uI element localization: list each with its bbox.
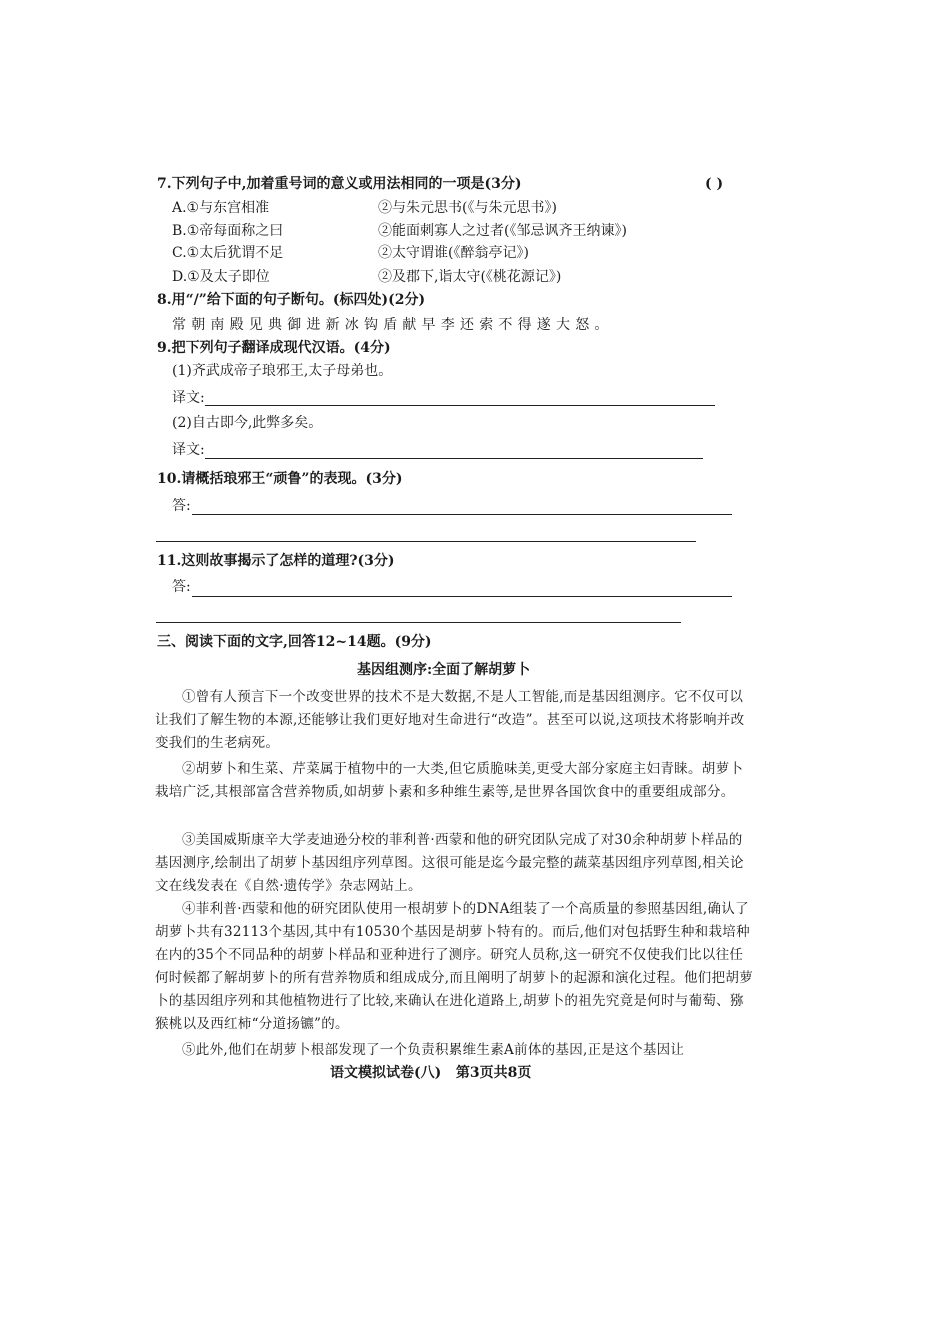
q9-answer-line-1[interactable] [205,405,715,406]
page-footer: 语文模拟试卷(八) 第3页共8页 [330,1065,532,1081]
q9-answer-line-2[interactable] [205,458,703,459]
article-paragraph-3: ③美国威斯康辛大学麦迪逊分校的菲利普·西蒙和他的研究团队完成了对30余种胡萝卜样品的基因测序,绘制出了胡萝卜基因组序列草图。这很可能是迄今最完整的蔬菜基因组序列草图,相关论文在线发表在《自然·遗传学》杂志网站上。 [155,832,744,894]
q7-option-c-right: ②太守谓谁(《醉翁亭记》) [378,245,529,261]
q7-option-d-left: D.①及太子即位 [172,269,270,285]
q8-sentence: 常朝南殿见典御进新冰钩盾献早李还索不得遂大怒。 [172,317,614,333]
article-paragraph-1: ①曾有人预言下一个改变世界的技术不是大数据,不是人工智能,而是基因组测序。它不仅可以让我们了解生物的本源,还能够让我们更好地对生命进行“改造”。甚至可以说,这项技术将影响并改变我们的生老病死。 [155,689,745,751]
q11-stem: 11.这则故事揭示了怎样的道理?(3分) [157,553,395,569]
article-title: 基因组测序:全面了解胡萝卜 [357,662,531,678]
q9-stem: 9.把下列句子翻译成现代汉语。(4分) [157,340,391,356]
article-paragraph-4: ④菲利普·西蒙和他的研究团队使用一根胡萝卜的DNA组装了一个高质量的参照基因组,确认了胡萝卜共有32113个基因,其中有10530个基因是胡萝卜特有的。而后,他们对包括野生种和栽培种在内的35个不同品种的胡萝卜样品和亚种进行了测序。研究人员称,这一研究不仅使我们比以往任何时候都了解胡萝卜的所有营养物质和组成成分,而且阐明了胡萝卜的起源和演化过程。他们把胡萝卜的基因组序列和其他植物进行了比较,来确认在进化道路上,胡萝卜的祖先究竟是何时与葡萄、猕猴桃以及西红柿“分道扬镳”的。 [155,901,753,1032]
q7-option-a-right: ②与朱元思书(《与朱元思书》) [378,200,557,216]
q10-answer-line-1[interactable] [192,514,732,515]
q11-answer-line-1[interactable] [192,596,732,597]
q11-answer-label: 答: [172,579,191,595]
q7-answer-bracket: ( ) [705,176,724,192]
q10-answer-label: 答: [172,498,191,514]
q7-option-a-left: A.①与东宫相准 [172,200,270,216]
q10-stem: 10.请概括琅邪王“顽鲁”的表现。(3分) [157,471,403,487]
q10-answer-line-2[interactable] [156,541,696,542]
q11-answer-line-2[interactable] [156,622,681,623]
q9-sentence-2: (2)自古即今,此弊多矣。 [172,415,323,431]
q7-stem: 7.下列句子中,加着重号词的意义或用法相同的一项是(3分) [157,176,522,192]
section3-heading: 三、阅读下面的文字,回答12~14题。(9分) [157,634,432,650]
q7-option-b-left: B.①帝每面称之曰 [172,223,284,239]
q8-stem: 8.用“/”给下面的句子断句。(标四处)(2分) [157,292,426,308]
q9-translation-label-2: 译文: [172,442,205,458]
q9-sentence-1: (1)齐武成帝子琅邪王,太子母弟也。 [172,363,393,379]
q7-option-d-right: ②及郡下,诣太守(《桃花源记》) [378,269,562,285]
article-paragraph-2: ②胡萝卜和生菜、芹菜属于植物中的一大类,但它质脆味美,更受大部分家庭主妇青睐。胡萝卜栽培广泛,其根部富含营养物质,如胡萝卜素和多种维生素等,是世界各国饮食中的重要组成部分。 [155,761,744,800]
q9-translation-label-1: 译文: [172,390,205,406]
article-paragraph-5: ⑤此外,他们在胡萝卜根部发现了一个负责积累维生素A前体的基因,正是这个基因让 [182,1042,685,1058]
q7-option-b-right: ②能面刺寡人之过者(《邹忌讽齐王纳谏》) [378,223,627,239]
q7-option-c-left: C.①太后犹谓不足 [172,245,284,261]
